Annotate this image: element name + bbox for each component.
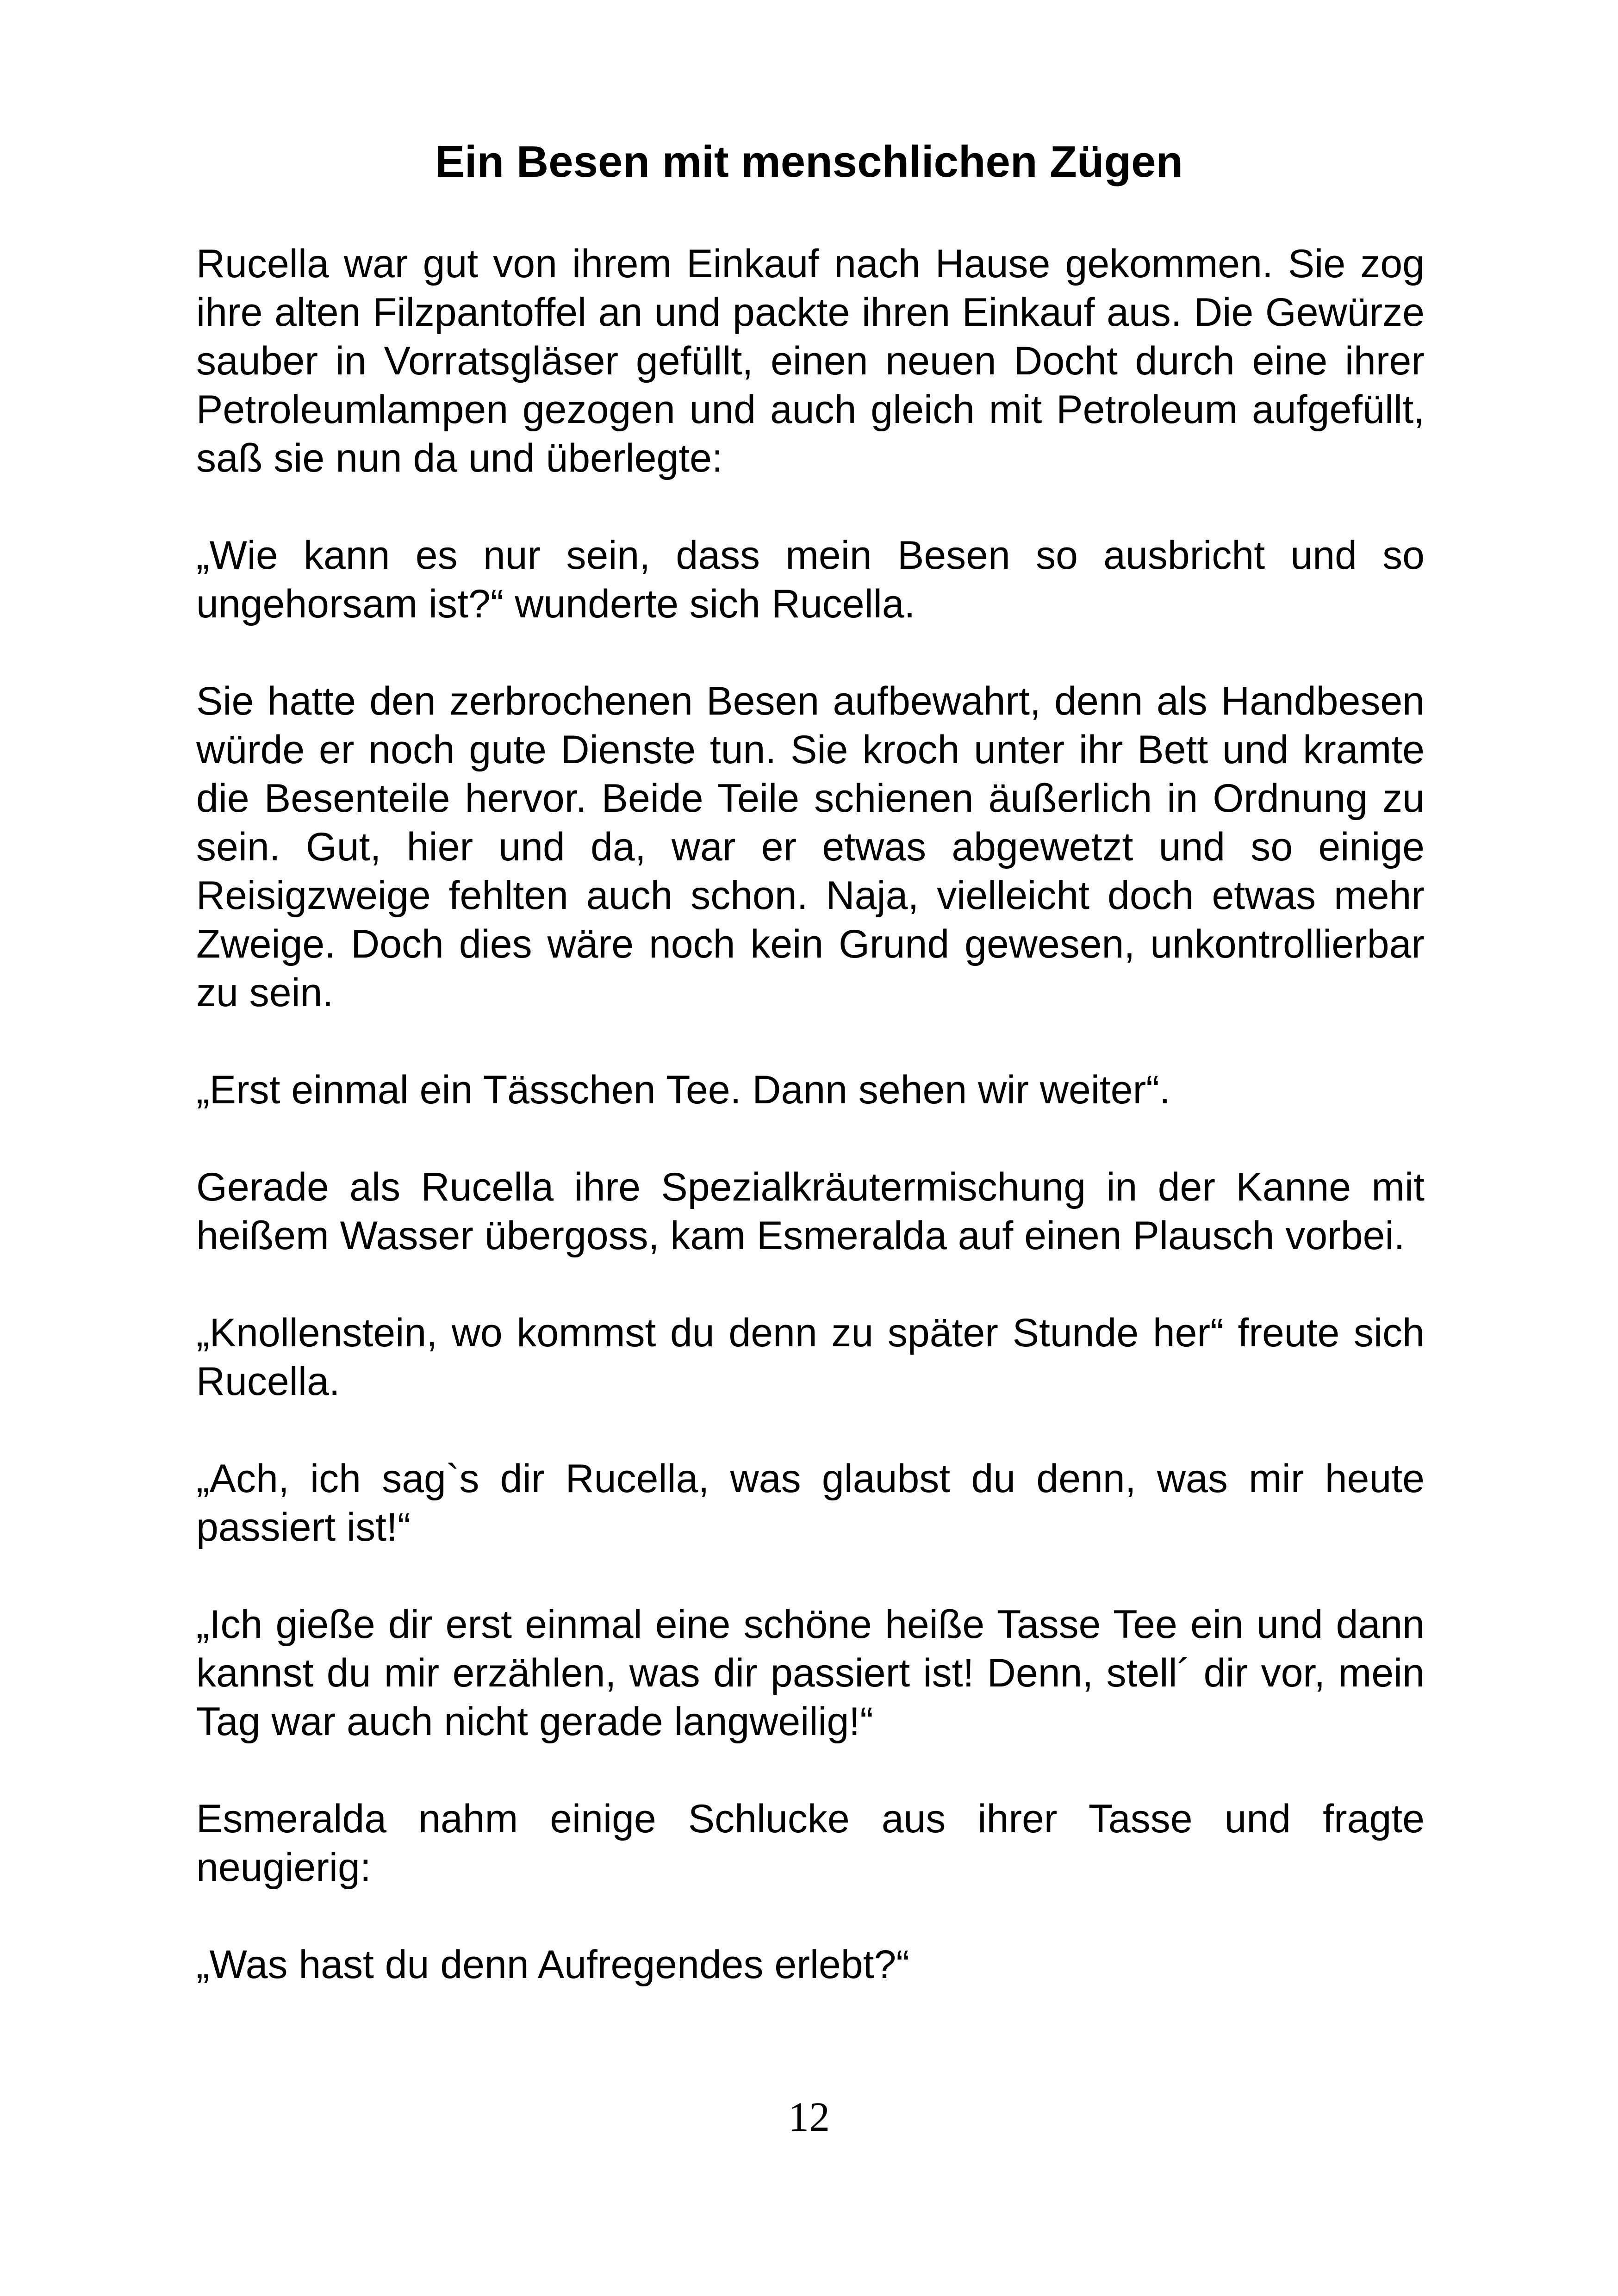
paragraph: „Wie kann es nur sein, dass mein Besen so ausbricht und so ungehorsam ist?“ wunderte sich Rucella. — [196, 533, 1425, 626]
paragraph: Esmeralda nahm einige Schlucke aus ihrer Tasse und fragte neugierig: — [196, 1797, 1425, 1890]
paragraph: „Was hast du denn Aufregendes erlebt?“ — [196, 1942, 909, 1987]
chapter-title: Ein Besen mit menschlichen Zügen — [435, 137, 1183, 187]
paragraph: Sie hatte den zerbrochenen Besen aufbewahrt, denn als Handbesen würde er noch gute Dienste tun. Sie kroch unter ihr Bett und kramte die Besenteile hervor. Beide Teile schienen äußerlich in Ordnung zu sein. Gut, hier und da, war er etwas abgewetzt und so einige Reisigzweige fehlten auch schon. Naja, vielleicht doch etwas mehr Zweige. Doch dies wäre noch kein Grund gewesen, unkontrollierbar zu sein. — [196, 679, 1425, 1015]
paragraph: Gerade als Rucella ihre Spezialkräutermischung in der Kanne mit heißem Wasser übergoss, kam Esmeralda auf einen Plausch vorbei. — [196, 1165, 1425, 1258]
paragraph: „Ach, ich sag`s dir Rucella, was glaubst du denn, was mir heute passiert ist!“ — [196, 1456, 1425, 1549]
page-number: 12 — [788, 2094, 830, 2140]
paragraph: „Ich gieße dir erst einmal eine schöne heiße Tasse Tee ein und dann kannst du mir erzählen, was dir passiert ist! Denn, stell´ dir vor, mein Tag war auch nicht gerade langweilig!“ — [196, 1602, 1425, 1744]
body-text — [196, 240, 1425, 1989]
paragraph: „Knollenstein, wo kommst du denn zu später Stunde her“ freute sich Rucella. — [196, 1311, 1425, 1404]
paragraph: „Erst einmal ein Tässchen Tee. Dann sehen wir weiter“. — [196, 1068, 1170, 1112]
paragraph: Rucella war gut von ihrem Einkauf nach Hause gekommen. Sie zog ihre alten Filzpantoffel an und packte ihren Einkauf aus. Die Gewürze sauber in Vorratsgläser gefüllt, einen neuen Docht durch eine ihrer Petroleumlampen gezogen und auch gleich mit Petroleum aufgefüllt, saß sie nun da und überlegte: — [196, 242, 1425, 480]
